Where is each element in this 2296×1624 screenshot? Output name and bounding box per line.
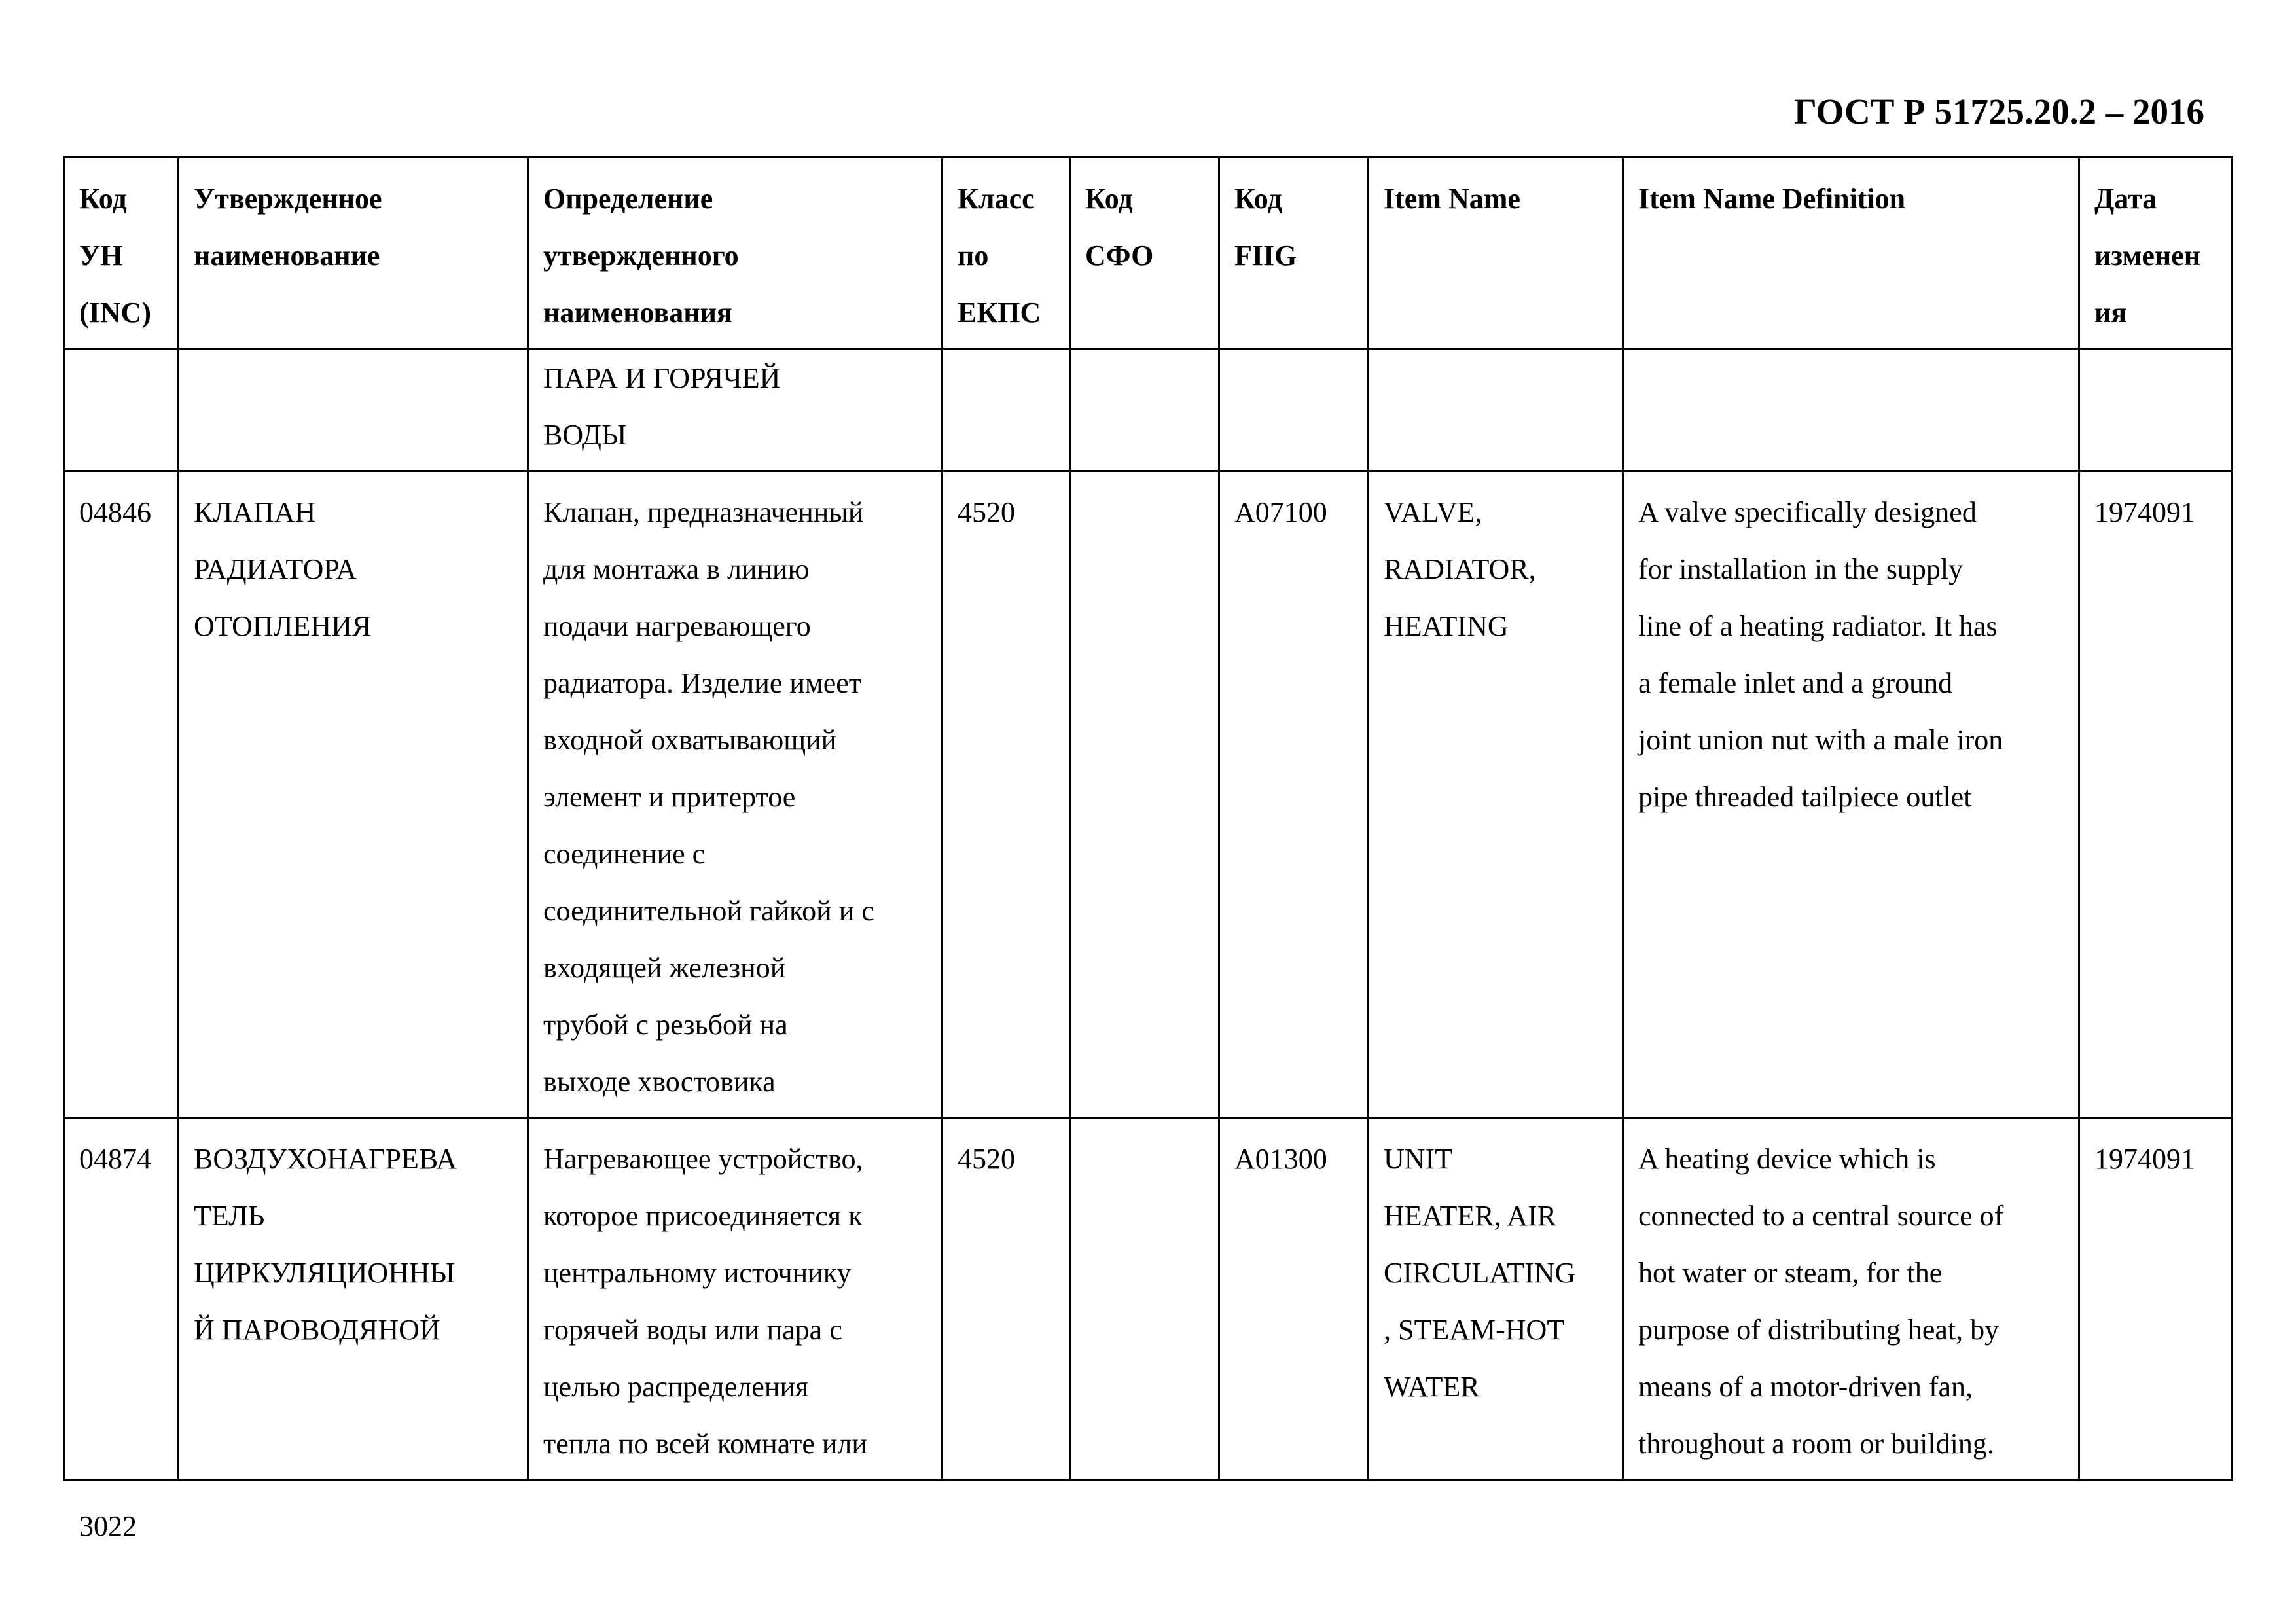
cell-change-date: 1974091	[2079, 471, 2233, 1118]
header-approved-name: Утвержденное наименование	[179, 158, 528, 349]
cell-item-name: VALVE, RADIATOR, HEATING	[1369, 471, 1623, 1118]
header-item-name: Item Name	[1369, 158, 1623, 349]
cell-item-name	[1369, 349, 1623, 471]
cell-approved-name-definition: Клапан, предназначенный для монтажа в линию подачи нагревающего радиатора. Изделие имеет входной охватывающий элемент и притертое соединение с соединительной гайкой и с входящей железной трубой с резьбой на выходе хвостовика	[528, 471, 942, 1118]
cell-change-date	[2079, 349, 2233, 471]
header-sfo-code: Код СФО	[1070, 158, 1219, 349]
cell-approved-name	[179, 349, 528, 471]
page-number: 3022	[79, 1510, 137, 1542]
cell-sfo-code	[1070, 1118, 1219, 1480]
cell-fiig-code: A01300	[1219, 1118, 1369, 1480]
cell-approved-name: КЛАПАН РАДИАТОРА ОТОПЛЕНИЯ	[179, 471, 528, 1118]
table-row	[64, 471, 2233, 1118]
header-change-date: Дата изменен ия	[2079, 158, 2233, 349]
cell-item-name-definition: A heating device which is connected to a central source of hot water or steam, for the purpose of distributing heat, by means of a motor-driven fan, throughout a room or building.	[1623, 1118, 2079, 1480]
cell-approved-name-definition: Нагревающее устройство, которое присоединяется к центральному источнику горячей воды или пара с целью распределения тепла по всей комнате или	[528, 1118, 942, 1480]
header-inc: Код УН (INC)	[64, 158, 179, 349]
cell-inc: 04874	[64, 1118, 179, 1480]
cell-sfo-code	[1070, 471, 1219, 1118]
cell-approved-name: ВОЗДУХОНАГРЕВА ТЕЛЬ ЦИРКУЛЯЦИОННЫ Й ПАРОВОДЯНОЙ	[179, 1118, 528, 1480]
header-approved-name-definition: Определение утвержденного наименования	[528, 158, 942, 349]
cell-fiig-code	[1219, 349, 1369, 471]
cell-inc	[64, 349, 179, 471]
cell-ekps-class	[942, 349, 1070, 471]
cell-item-name-definition: A valve specifically designed for installation in the supply line of a heating radiator. It has a female inlet and a ground joint union nut with a male iron pipe threaded tailpiece outlet	[1623, 471, 2079, 1118]
table-row	[64, 349, 2233, 471]
cell-item-name: UNIT HEATER, AIR CIRCULATING , STEAM-HOT WATER	[1369, 1118, 1623, 1480]
cell-sfo-code	[1070, 349, 1219, 471]
items-table	[63, 156, 2233, 1481]
cell-inc: 04846	[64, 471, 179, 1118]
header-fiig-code: Код FIIG	[1219, 158, 1369, 349]
cell-ekps-class: 4520	[942, 1118, 1070, 1480]
cell-item-name-definition	[1623, 349, 2079, 471]
cell-fiig-code: A07100	[1219, 471, 1369, 1118]
cell-change-date: 1974091	[2079, 1118, 2233, 1480]
table-header-row	[64, 158, 2233, 349]
header-item-name-definition: Item Name Definition	[1623, 158, 2079, 349]
document-header-standard: ГОСТ Р 51725.20.2 – 2016	[1793, 92, 2204, 132]
cell-approved-name-definition: ПАРА И ГОРЯЧЕЙ ВОДЫ	[528, 349, 942, 471]
cell-ekps-class: 4520	[942, 471, 1070, 1118]
table-row	[64, 1118, 2233, 1480]
header-ekps-class: Класс по ЕКПС	[942, 158, 1070, 349]
